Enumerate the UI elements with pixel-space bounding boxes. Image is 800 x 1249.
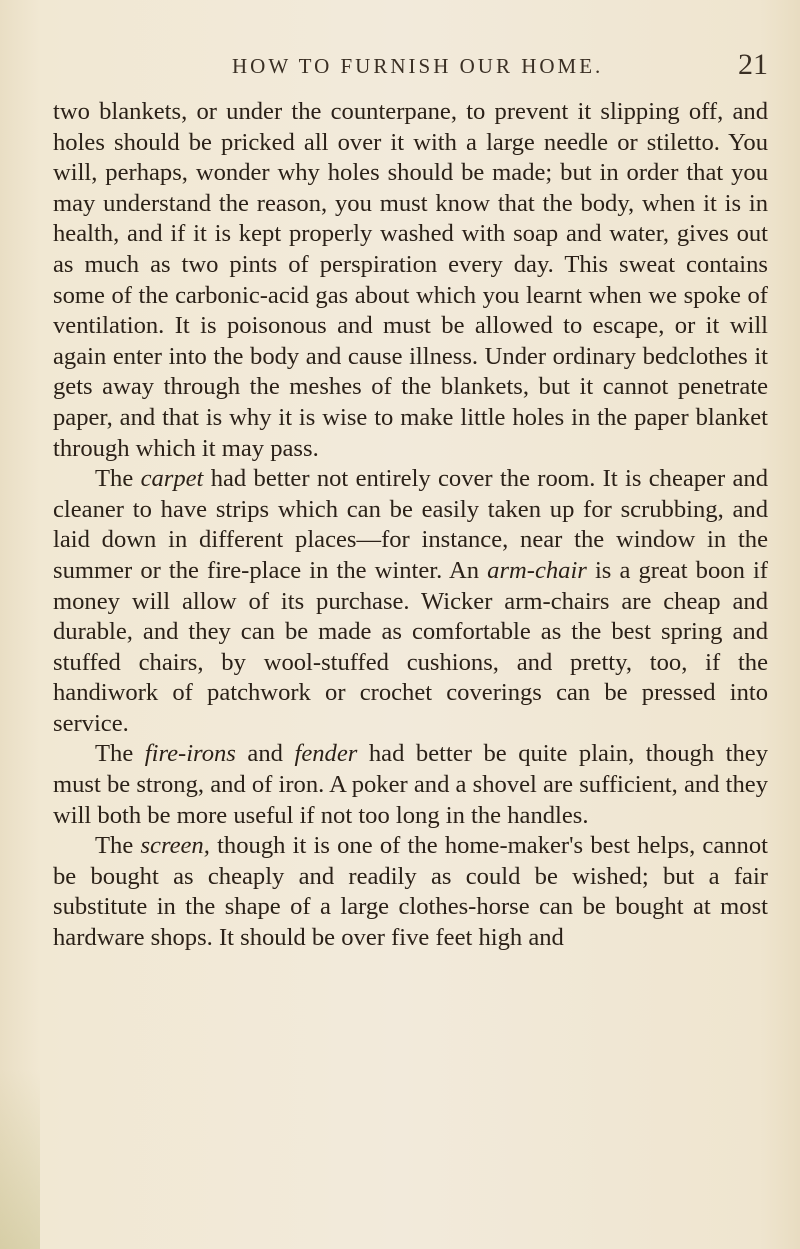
paragraph-1-text: two blankets, or under the counterpane, to prevent it slipping off, and holes should be pricked all over it with a large needle or stiletto. You will, perhaps, wonder why holes should be made; but in order that you may understand the reason, you must know that the body, when it is in health, and if it is kept properly washed with soap and water, gives out as much as two pints of perspiration every day. This sweat contains some of the carbonic-acid gas about which you learnt when we spoke of ventilation. It is poisonous and must be allowed to escape, or it will again enter into the body and cause illness. Under ordinary bedclothes it gets away through the meshes of the blankets, but it cannot penetrate paper, and that is why it is wise to make little holes in the paper blanket through which it may pass. (53, 98, 768, 462)
paragraph-3-text-c: had better be quite plain, though they must be strong, and of iron. A poker and a shovel are sufficient, and they will both be more useful if not too long in the handles. (53, 740, 769, 829)
paper-stain (0, 1069, 40, 1249)
page-header (140, 48, 768, 88)
term-screen: screen, (140, 832, 210, 860)
running-head: HOW TO FURNISH OUR HOME. (232, 54, 604, 78)
paragraph-4-text-a: The (95, 832, 141, 860)
page-number: 21 (738, 48, 768, 81)
paragraph-3-text-a: The (95, 740, 145, 768)
term-fire-irons: fire-irons (144, 740, 236, 768)
body-text (53, 97, 768, 954)
paragraph-carpet (53, 464, 768, 739)
paragraph-2-text-b: had better not entirely cover the room. It is cheaper and cleaner to have strips which can be easily taken up for scrubbing, and laid down in different places—for instance, near the window in the summer or the fire-place in the winter. An (53, 465, 768, 584)
term-carpet: carpet (140, 465, 204, 493)
paragraph-1 (53, 97, 768, 464)
paragraph-fire-irons (53, 739, 768, 831)
paragraph-screen (53, 831, 768, 953)
paragraph-3-text-b: and (235, 740, 295, 768)
paragraph-2-text-a: The (95, 465, 141, 493)
term-arm-chair: arm-chair (487, 556, 587, 584)
paragraph-2-text-c: is a great boon if money will allow of its purchase. Wicker arm-chairs are cheap and durable, and they can be made as comfortable as the best spring and stuffed chairs, by wool-stuffed cushions, and pretty, too, if the handiwork of patchwork or crochet coverings can be pressed into service. (53, 556, 768, 737)
term-fender: fender (294, 740, 358, 768)
paragraph-4-text-b: though it is one of the home-maker's best helps, cannot be bought as cheaply and readily as could be wished; but a fair substitute in the shape of a large clothes-horse can be bought at most hardware shops. It should be over five feet high and (53, 832, 768, 952)
